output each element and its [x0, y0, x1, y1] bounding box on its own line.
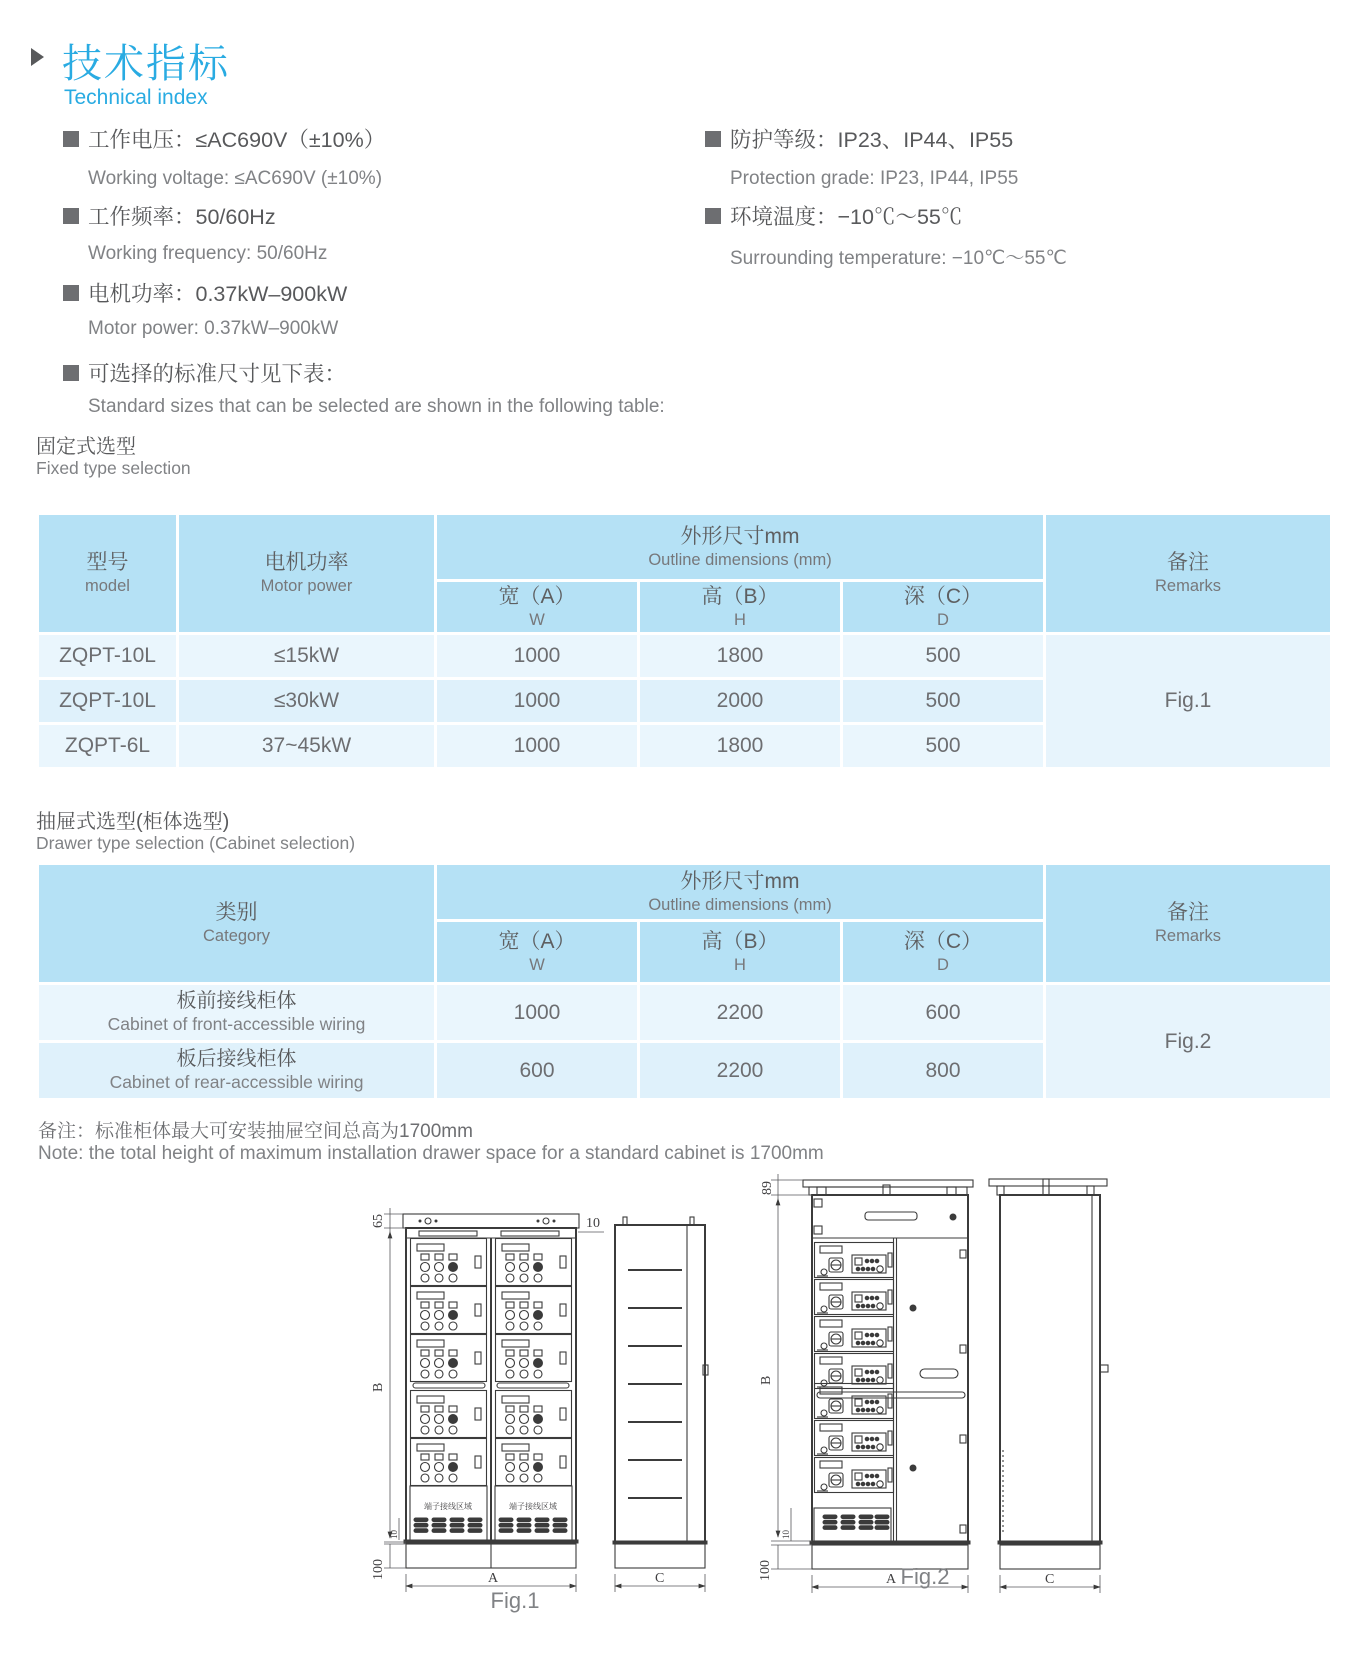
fig2-front-view — [803, 1180, 973, 1569]
table-row — [38, 634, 1332, 679]
cell-model: ZQPT-10L — [38, 679, 178, 724]
header-height: 高（B） H — [639, 921, 842, 984]
spec-temperature-en: Surrounding temperature: −10℃～55℃ — [730, 248, 1067, 269]
spec-motorpower-en: Motor power: 0.37kW–900kW — [88, 318, 339, 339]
spec-protection-cn: 防护等级：IP23、IP44、IP55 — [705, 123, 1013, 154]
header-model: 型号 model — [38, 514, 178, 634]
fig2-dimensions — [758, 1174, 1100, 1593]
cell-width: 1000 — [436, 984, 639, 1042]
cell-depth: 800 — [842, 1042, 1045, 1100]
cell-height: 1800 — [639, 634, 842, 679]
sizes-intro-cn: 可选择的标准尺寸见下表： — [63, 357, 346, 388]
bullet-square-icon — [63, 208, 79, 224]
cell-model: ZQPT-6L — [38, 724, 178, 769]
header-power: 电机功率 Motor power — [178, 514, 436, 634]
cell-depth: 500 — [842, 634, 1045, 679]
cell-height: 2000 — [639, 679, 842, 724]
bullet-square-icon — [63, 131, 79, 147]
cell-power: ≤30kW — [178, 679, 436, 724]
spec-frequency-en: Working frequency: 50/60Hz — [88, 243, 328, 264]
fig2-dim-C: C — [1045, 1572, 1055, 1587]
fig1-dim-A: A — [488, 1571, 499, 1586]
cell-width: 1000 — [436, 634, 639, 679]
cell-category: 板前接线柜体 Cabinet of front-accessible wiring — [38, 984, 436, 1042]
fig1-terminal-label: 端子接线区域 — [424, 1502, 472, 1511]
fixed-type-table — [36, 512, 1333, 770]
spec-protection-en: Protection grade: IP23, IP44, IP55 — [730, 168, 1019, 189]
cell-category: 板后接线柜体 Cabinet of rear-accessible wiring — [38, 1042, 436, 1100]
cell-power: ≤15kW — [178, 634, 436, 679]
note-cn: 备注：标准柜体最大可安装抽屉空间总高为1700mm — [38, 1121, 473, 1142]
drawer-section-title-cn: 抽屉式选型(柜体选型) — [36, 811, 230, 833]
spec-motorpower-cn: 电机功率：0.37kW–900kW — [63, 277, 347, 308]
fig1-side-view — [613, 1217, 708, 1568]
cell-depth: 500 — [842, 679, 1045, 724]
bullet-square-icon — [705, 131, 721, 147]
header-remarks: 备注 Remarks — [1045, 864, 1332, 984]
header-depth: 深（C） D — [842, 921, 1045, 984]
cell-depth: 600 — [842, 984, 1045, 1042]
fixed-section-title-en: Fixed type selection — [36, 458, 191, 478]
cell-width: 1000 — [436, 679, 639, 724]
fig1-drawing — [340, 1140, 720, 1620]
section-arrow-icon — [31, 48, 44, 66]
fig1-dim-C: C — [655, 1571, 665, 1586]
cell-remark: Fig.1 — [1045, 634, 1332, 769]
cell-depth: 500 — [842, 724, 1045, 769]
spec-voltage-en: Working voltage: ≤AC690V (±10%) — [88, 168, 383, 189]
header-depth: 深（C） D — [842, 581, 1045, 634]
cell-height: 2200 — [639, 1042, 842, 1100]
sizes-intro-en: Standard sizes that can be selected are shown in the following table: — [88, 396, 665, 417]
drawer-type-table — [36, 862, 1333, 1101]
cell-height: 1800 — [639, 724, 842, 769]
page-subtitle: Technical index — [64, 86, 208, 109]
header-outline: 外形尺寸mm Outline dimensions (mm) — [436, 864, 1045, 921]
cell-power: 37~45kW — [178, 724, 436, 769]
fig1-dim-10: 10 — [586, 1216, 600, 1231]
header-width: 宽（A） W — [436, 921, 639, 984]
bullet-square-icon — [63, 365, 79, 381]
fig2-dim-89: 89 — [760, 1181, 775, 1195]
note-en: Note: the total height of maximum installation drawer space for a standard cabinet is 1700mm — [38, 1143, 824, 1164]
fig2-caption: Fig.2 — [900, 1564, 950, 1589]
fig1-dim-B: B — [371, 1382, 386, 1392]
bullet-square-icon — [63, 285, 79, 301]
fig2-dim-A: A — [886, 1572, 897, 1587]
fig1-caption: Fig.1 — [490, 1588, 540, 1613]
fig2-drawing — [725, 1095, 1115, 1600]
cell-model: ZQPT-10L — [38, 634, 178, 679]
drawer-section-title-en: Drawer type selection (Cabinet selection) — [36, 833, 356, 853]
fig2-side-view — [989, 1179, 1108, 1569]
fig1-dim-65: 65 — [371, 1214, 386, 1228]
cell-width: 600 — [436, 1042, 639, 1100]
fig1-dim-100: 100 — [371, 1559, 386, 1580]
fig1-terminal-label: 端子接线区域 — [509, 1502, 557, 1511]
header-height: 高（B） H — [639, 581, 842, 634]
fig2-dim-100: 100 — [758, 1560, 773, 1581]
spec-voltage-cn: 工作电压：≤AC690V（±10%） — [63, 123, 385, 154]
fig2-dim-B: B — [759, 1375, 774, 1385]
header-width: 宽（A） W — [436, 581, 639, 634]
cell-remark: Fig.2 — [1045, 984, 1332, 1100]
spec-temperature-cn: 环境温度：−10℃～55℃ — [705, 200, 962, 231]
header-category: 类别 Category — [38, 864, 436, 984]
fig1-dim-10-small: 10 — [389, 1530, 399, 1539]
fig1-front-view — [403, 1214, 579, 1568]
cell-width: 1000 — [436, 724, 639, 769]
header-remarks: 备注 Remarks — [1045, 514, 1332, 634]
spec-frequency-cn: 工作频率：50/60Hz — [63, 200, 276, 231]
page-title: 技术指标 — [62, 42, 230, 86]
table-row — [38, 984, 1332, 1042]
header-outline: 外形尺寸mm Outline dimensions (mm) — [436, 514, 1045, 581]
fixed-section-title-cn: 固定式选型 — [36, 436, 136, 458]
cell-height: 2200 — [639, 984, 842, 1042]
bullet-square-icon — [705, 208, 721, 224]
fig2-dim-10-small: 10 — [781, 1530, 791, 1539]
